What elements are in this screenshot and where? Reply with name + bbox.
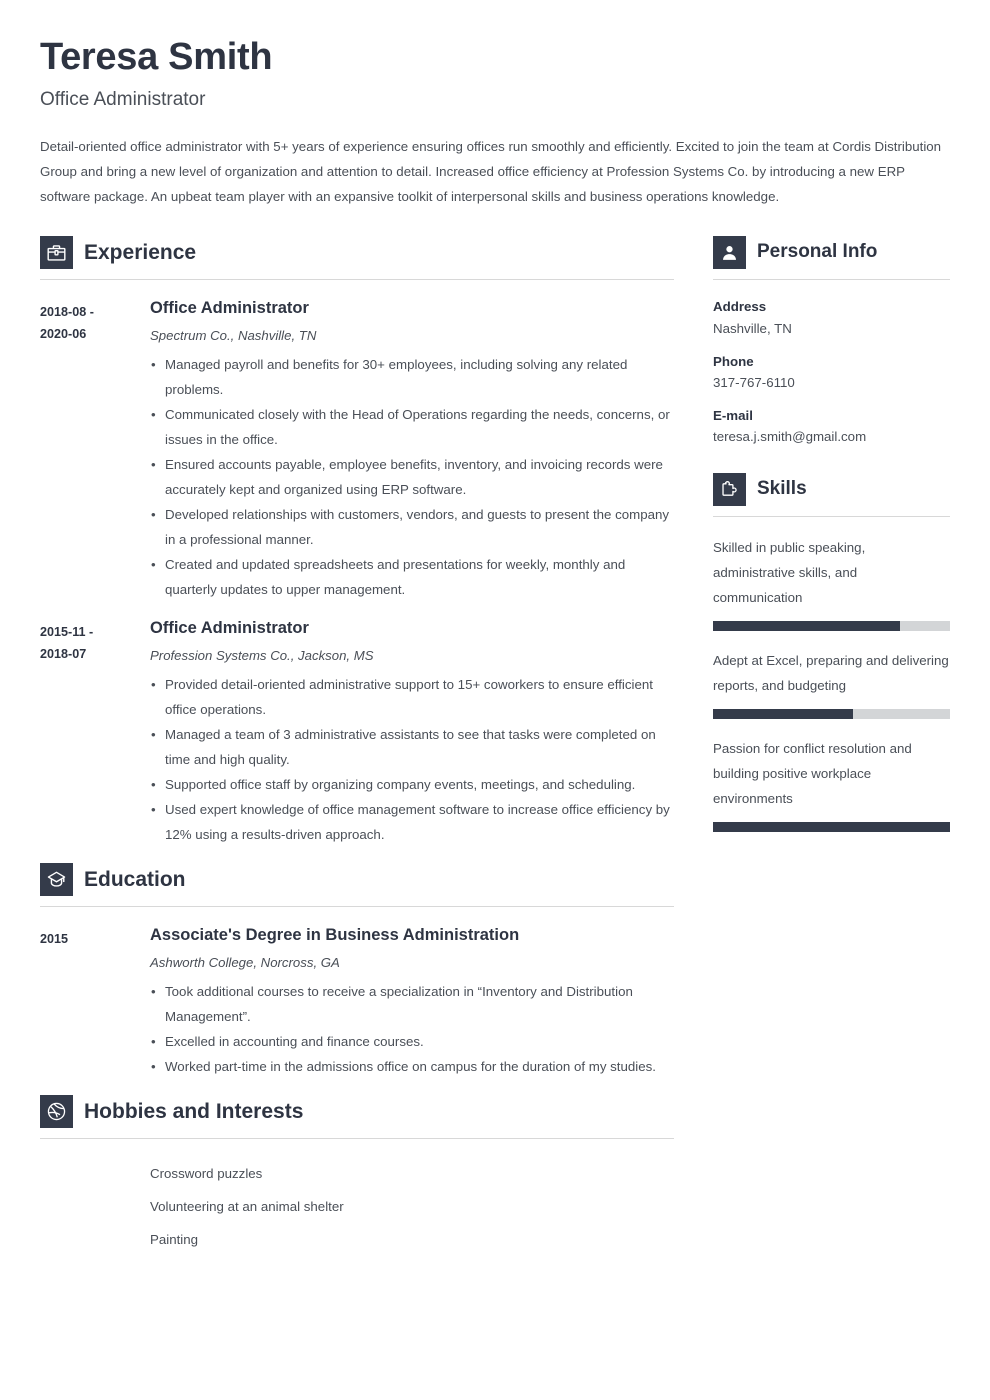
skill-bar-fill <box>713 621 900 631</box>
skill-label: Adept at Excel, preparing and delivering reports, and budgeting <box>713 653 949 694</box>
personal-info-heading <box>713 236 950 269</box>
experience-heading <box>40 236 674 269</box>
entry-date-start: 2015 <box>40 931 69 946</box>
hobbies-heading <box>40 1095 674 1128</box>
candidate-job-title: Office Administrator <box>40 88 206 110</box>
experience-entry <box>40 298 674 602</box>
hobbies-divider <box>40 1138 674 1139</box>
info-label-phone: Phone <box>713 353 754 369</box>
info-value-address: Nashville, TN <box>713 320 792 336</box>
bullet-item: • Used expert knowledge of office management software to increase office efficiency by 12% using a results-driven approach. <box>150 797 674 847</box>
section-hobbies <box>40 1095 674 1256</box>
entry-title: Office Administrator <box>150 619 309 638</box>
professional-summary: Detail-oriented office administrator with 5+ years of experience ensuring offices run smoothly and efficiently. Excited to join the team at Cordis Distribution Group and bring a new level of organization and attention to detail. Increased office efficiency at Profession Systems Co. by introducing a new ERP software package. An upbeat team player with an expansive toolkit of interpersonal skills and business operations knowledge. <box>40 139 942 205</box>
info-label-email: E-mail <box>713 407 753 423</box>
entry-dates <box>40 618 150 847</box>
experience-divider <box>40 279 674 280</box>
bullet-item: • Worked part-time in the admissions office on campus for the duration of my studies. <box>150 1054 674 1079</box>
personal-info-divider <box>713 279 950 280</box>
resume-columns <box>40 236 950 1257</box>
entry-date-start: 2015-11 - <box>40 625 94 640</box>
bullet-item: • Provided detail-oriented administrative support to 15+ coworkers to ensure efficient office operations. <box>150 672 674 722</box>
skill-label: Skilled in public speaking, administrative skills, and communication <box>713 540 866 606</box>
education-heading <box>40 863 674 896</box>
puzzle-icon <box>713 473 746 506</box>
entry-subtitle: Ashworth College, Norcross, GA <box>150 954 340 970</box>
skill-item <box>713 648 950 719</box>
bullet-item: • Supported office staff by organizing company events, meetings, and scheduling. <box>150 772 674 797</box>
entry-bullets <box>150 979 674 1079</box>
candidate-name: Teresa Smith <box>40 36 273 78</box>
education-title: Education <box>84 867 186 891</box>
person-icon <box>713 236 746 269</box>
section-personal-info <box>713 236 950 447</box>
ball-icon <box>40 1095 73 1128</box>
info-value-phone[interactable]: 317-767-6110 <box>713 375 795 391</box>
entry-date-end: 2020-06 <box>40 327 87 342</box>
graduation-cap-icon <box>40 863 73 896</box>
entry-subtitle: Spectrum Co., Nashville, TN <box>150 328 317 343</box>
skills-heading <box>713 473 950 506</box>
personal-info-field <box>713 298 950 338</box>
experience-entry <box>40 618 674 847</box>
briefcase-icon <box>40 236 73 269</box>
skill-bar-track <box>713 822 950 832</box>
section-experience <box>40 236 674 847</box>
bullet-item: • Took additional courses to receive a specialization in “Inventory and Distribution Management”. <box>150 979 674 1029</box>
bullet-item: • Communicated closely with the Head of Operations regarding the needs, concerns, or issues in the office. <box>150 402 674 452</box>
entry-title: Associate's Degree in Business Administration <box>150 925 520 944</box>
education-entry <box>40 925 674 1079</box>
bullet-item: • Managed a team of 3 administrative assistants to see that tasks were completed on time and high quality. <box>150 722 674 772</box>
section-education <box>40 863 674 1079</box>
info-value-email[interactable]: teresa.j.smith@gmail.com <box>713 429 867 445</box>
section-skills <box>713 473 950 832</box>
skill-bar-track <box>713 621 950 631</box>
entry-date-start: 2018-08 - <box>40 305 94 320</box>
bullet-item: • Excelled in accounting and finance courses. <box>150 1029 674 1054</box>
info-label-address: Address <box>713 299 767 315</box>
skills-divider <box>713 516 950 517</box>
entry-bullets <box>150 672 674 847</box>
skill-item <box>713 736 950 832</box>
entry-title: Office Administrator <box>150 299 309 318</box>
hobbies-title: Hobbies and Interests <box>84 1099 304 1123</box>
bullet-item: • Created and updated spreadsheets and presentations for weekly, monthly and quarterly updates to upper management. <box>150 552 674 602</box>
skill-item <box>713 535 950 631</box>
skill-label: Passion for conflict resolution and building positive workplace environments <box>713 741 912 807</box>
entry-dates <box>40 925 150 1079</box>
skill-bar-track <box>713 709 950 719</box>
bullet-item: • Managed payroll and benefits for 30+ employees, including solving any related problems. <box>150 352 674 402</box>
entry-subtitle: Profession Systems Co., Jackson, MS <box>150 647 374 663</box>
sidebar-spacer <box>713 461 950 473</box>
entry-body <box>150 618 674 847</box>
entry-dates <box>40 298 150 602</box>
sidebar-column <box>713 236 950 849</box>
skills-title: Skills <box>757 478 807 500</box>
bullet-item: • Ensured accounts payable, employee benefits, inventory, and invoicing records were accurately kept and organized using ERP software. <box>150 452 674 502</box>
hobbies-list <box>40 1157 674 1256</box>
hobby-item: Painting <box>150 1231 199 1247</box>
skill-bar-fill <box>713 709 853 719</box>
entry-body <box>150 298 674 602</box>
hobby-item: Volunteering at an animal shelter <box>150 1198 344 1214</box>
entry-body <box>150 925 674 1079</box>
education-divider <box>40 906 674 907</box>
personal-info-field <box>713 407 950 447</box>
main-column <box>40 236 674 1257</box>
bullet-item: • Developed relationships with customers, vendors, and guests to present the company in a professional manner. <box>150 502 674 552</box>
skill-bar-fill <box>713 822 950 832</box>
resume-header <box>40 36 950 209</box>
personal-info-title: Personal Info <box>757 241 878 263</box>
entry-bullets <box>150 352 674 602</box>
experience-title: Experience <box>84 241 197 265</box>
hobby-item: Crossword puzzles <box>150 1165 263 1181</box>
entry-date-end: 2018-07 <box>40 647 87 662</box>
personal-info-field <box>713 353 950 393</box>
